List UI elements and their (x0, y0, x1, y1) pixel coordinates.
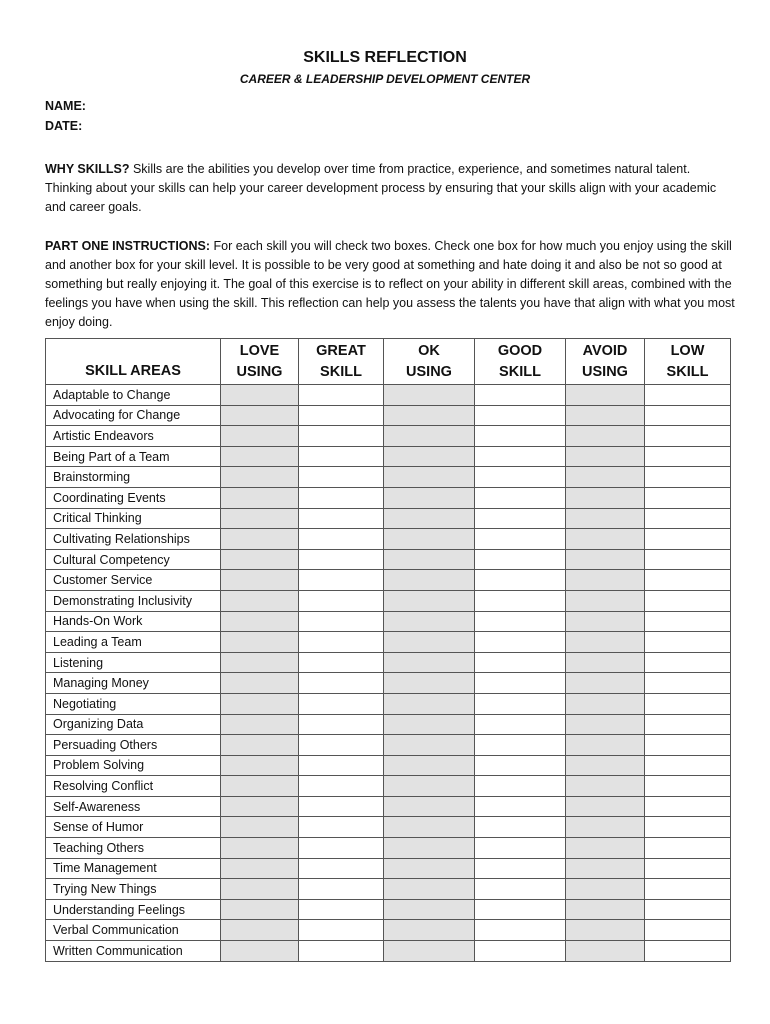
checkbox-cell-good-skill[interactable] (475, 611, 566, 632)
table-row (46, 549, 731, 570)
checkbox-cell-avoid-using[interactable] (566, 467, 645, 488)
checkbox-cell-love-using[interactable] (221, 467, 299, 488)
checkbox-cell-ok-using[interactable] (384, 529, 475, 550)
checkbox-cell-love-using[interactable] (221, 590, 299, 611)
skill-name-cell: Customer Service (46, 570, 221, 591)
checkbox-cell-great-skill[interactable] (299, 549, 384, 570)
table-header-row (46, 339, 731, 385)
table-row (46, 652, 731, 673)
checkbox-cell-great-skill[interactable] (299, 879, 384, 900)
skill-name-cell: Leading a Team (46, 632, 221, 653)
table-row (46, 858, 731, 879)
checkbox-cell-love-using[interactable] (221, 858, 299, 879)
table-row (46, 714, 731, 735)
checkbox-cell-great-skill[interactable] (299, 590, 384, 611)
checkbox-cell-low-skill[interactable] (645, 817, 731, 838)
checkbox-cell-love-using[interactable] (221, 549, 299, 570)
checkbox-cell-low-skill[interactable] (645, 549, 731, 570)
checkbox-cell-good-skill[interactable] (475, 405, 566, 426)
checkbox-cell-low-skill[interactable] (645, 385, 731, 406)
checkbox-cell-avoid-using[interactable] (566, 838, 645, 859)
skill-name-cell: Organizing Data (46, 714, 221, 735)
table-row (46, 529, 731, 550)
checkbox-cell-ok-using[interactable] (384, 755, 475, 776)
skill-name-cell: Negotiating (46, 693, 221, 714)
skill-name-cell: Advocating for Change (46, 405, 221, 426)
checkbox-cell-good-skill[interactable] (475, 755, 566, 776)
checkbox-cell-ok-using[interactable] (384, 446, 475, 467)
part-one-lead: PART ONE INSTRUCTIONS: (45, 239, 211, 253)
col-header-avoid-using: AVOID USING (566, 339, 645, 385)
checkbox-cell-great-skill[interactable] (299, 941, 384, 962)
table-row (46, 467, 731, 488)
checkbox-cell-love-using[interactable] (221, 673, 299, 694)
part-one-instructions (45, 237, 735, 332)
col-header-low-skill: LOW SKILL (645, 339, 731, 385)
skill-name-cell: Resolving Conflict (46, 776, 221, 797)
checkbox-cell-ok-using[interactable] (384, 920, 475, 941)
table-row (46, 590, 731, 611)
skill-name-cell: Persuading Others (46, 735, 221, 756)
skill-name-cell: Managing Money (46, 673, 221, 694)
checkbox-cell-good-skill[interactable] (475, 487, 566, 508)
checkbox-cell-low-skill[interactable] (645, 652, 731, 673)
checkbox-cell-good-skill[interactable] (475, 941, 566, 962)
skills-table (45, 338, 731, 962)
table-row (46, 796, 731, 817)
checkbox-cell-avoid-using[interactable] (566, 920, 645, 941)
checkbox-cell-great-skill[interactable] (299, 508, 384, 529)
checkbox-cell-love-using[interactable] (221, 652, 299, 673)
checkbox-cell-love-using[interactable] (221, 405, 299, 426)
checkbox-cell-great-skill[interactable] (299, 487, 384, 508)
checkbox-cell-avoid-using[interactable] (566, 632, 645, 653)
checkbox-cell-avoid-using[interactable] (566, 426, 645, 447)
checkbox-cell-good-skill[interactable] (475, 899, 566, 920)
skill-name-cell: Coordinating Events (46, 487, 221, 508)
skill-name-cell: Cultural Competency (46, 549, 221, 570)
checkbox-cell-love-using[interactable] (221, 570, 299, 591)
checkbox-cell-avoid-using[interactable] (566, 673, 645, 694)
checkbox-cell-good-skill[interactable] (475, 508, 566, 529)
checkbox-cell-ok-using[interactable] (384, 796, 475, 817)
checkbox-cell-ok-using[interactable] (384, 570, 475, 591)
table-row (46, 755, 731, 776)
table-row (46, 673, 731, 694)
table-row (46, 611, 731, 632)
checkbox-cell-avoid-using[interactable] (566, 652, 645, 673)
skill-name-cell: Being Part of a Team (46, 446, 221, 467)
checkbox-cell-low-skill[interactable] (645, 467, 731, 488)
checkbox-cell-love-using[interactable] (221, 899, 299, 920)
part-one-text: For each skill you will check two boxes. Check one box for how much you enjoy using the skill and another box for your skill level. It is possible to be very good at something and hate doing it and also be not so good at something but really enjoying it. The goal of this exercise is to reflect on your ability in different skill areas, combined with the feelings you have when using the skill. This reflection can help you assess the talents you have that align with what you most enjoy doing. (45, 239, 735, 329)
checkbox-cell-good-skill[interactable] (475, 673, 566, 694)
skill-name-cell: Listening (46, 652, 221, 673)
checkbox-cell-great-skill[interactable] (299, 776, 384, 797)
checkbox-cell-love-using[interactable] (221, 426, 299, 447)
name-label: NAME: (45, 99, 86, 113)
page-title: SKILLS REFLECTION (303, 49, 467, 66)
checkbox-cell-low-skill[interactable] (645, 941, 731, 962)
checkbox-cell-great-skill[interactable] (299, 426, 384, 447)
checkbox-cell-ok-using[interactable] (384, 858, 475, 879)
checkbox-cell-low-skill[interactable] (645, 508, 731, 529)
checkbox-cell-low-skill[interactable] (645, 714, 731, 735)
checkbox-cell-great-skill[interactable] (299, 529, 384, 550)
checkbox-cell-avoid-using[interactable] (566, 446, 645, 467)
checkbox-cell-great-skill[interactable] (299, 467, 384, 488)
col-header-love-using: LOVE USING (221, 339, 299, 385)
skill-name-cell: Hands-On Work (46, 611, 221, 632)
skill-name-cell: Written Communication (46, 941, 221, 962)
skill-name-cell: Problem Solving (46, 755, 221, 776)
checkbox-cell-good-skill[interactable] (475, 879, 566, 900)
checkbox-cell-avoid-using[interactable] (566, 879, 645, 900)
checkbox-cell-love-using[interactable] (221, 508, 299, 529)
checkbox-cell-love-using[interactable] (221, 487, 299, 508)
checkbox-cell-ok-using[interactable] (384, 652, 475, 673)
checkbox-cell-love-using[interactable] (221, 796, 299, 817)
col-header-good-skill: GOOD SKILL (475, 339, 566, 385)
checkbox-cell-good-skill[interactable] (475, 693, 566, 714)
checkbox-cell-avoid-using[interactable] (566, 508, 645, 529)
table-row (46, 920, 731, 941)
checkbox-cell-love-using[interactable] (221, 385, 299, 406)
checkbox-cell-low-skill[interactable] (645, 838, 731, 859)
date-label: DATE: (45, 119, 83, 133)
table-row (46, 941, 731, 962)
checkbox-cell-avoid-using[interactable] (566, 570, 645, 591)
checkbox-cell-avoid-using[interactable] (566, 611, 645, 632)
checkbox-cell-good-skill[interactable] (475, 446, 566, 467)
checkbox-cell-low-skill[interactable] (645, 405, 731, 426)
table-row (46, 632, 731, 653)
checkbox-cell-ok-using[interactable] (384, 632, 475, 653)
checkbox-cell-great-skill[interactable] (299, 611, 384, 632)
checkbox-cell-low-skill[interactable] (645, 899, 731, 920)
checkbox-cell-avoid-using[interactable] (566, 776, 645, 797)
checkbox-cell-good-skill[interactable] (475, 529, 566, 550)
skill-name-cell: Demonstrating Inclusivity (46, 590, 221, 611)
checkbox-cell-avoid-using[interactable] (566, 714, 645, 735)
table-row (46, 838, 731, 859)
checkbox-cell-low-skill[interactable] (645, 879, 731, 900)
checkbox-cell-great-skill[interactable] (299, 405, 384, 426)
checkbox-cell-great-skill[interactable] (299, 632, 384, 653)
checkbox-cell-avoid-using[interactable] (566, 487, 645, 508)
checkbox-cell-ok-using[interactable] (384, 549, 475, 570)
checkbox-cell-ok-using[interactable] (384, 487, 475, 508)
skill-name-cell: Sense of Humor (46, 817, 221, 838)
table-row (46, 879, 731, 900)
checkbox-cell-avoid-using[interactable] (566, 941, 645, 962)
checkbox-cell-love-using[interactable] (221, 529, 299, 550)
checkbox-cell-ok-using[interactable] (384, 899, 475, 920)
checkbox-cell-low-skill[interactable] (645, 673, 731, 694)
checkbox-cell-love-using[interactable] (221, 755, 299, 776)
checkbox-cell-love-using[interactable] (221, 632, 299, 653)
table-row (46, 693, 731, 714)
checkbox-cell-ok-using[interactable] (384, 508, 475, 529)
checkbox-cell-ok-using[interactable] (384, 941, 475, 962)
checkbox-cell-good-skill[interactable] (475, 652, 566, 673)
checkbox-cell-good-skill[interactable] (475, 735, 566, 756)
table-row (46, 487, 731, 508)
checkbox-cell-good-skill[interactable] (475, 858, 566, 879)
skill-name-cell: Verbal Communication (46, 920, 221, 941)
checkbox-cell-ok-using[interactable] (384, 405, 475, 426)
checkbox-cell-great-skill[interactable] (299, 446, 384, 467)
table-row (46, 776, 731, 797)
checkbox-cell-low-skill[interactable] (645, 446, 731, 467)
table-row (46, 446, 731, 467)
checkbox-cell-love-using[interactable] (221, 920, 299, 941)
checkbox-cell-avoid-using[interactable] (566, 405, 645, 426)
checkbox-cell-love-using[interactable] (221, 446, 299, 467)
checkbox-cell-avoid-using[interactable] (566, 693, 645, 714)
checkbox-cell-low-skill[interactable] (645, 796, 731, 817)
why-skills-text: Skills are the abilities you develop over time from practice, experience, and sometimes natural talent. Thinking about your skills can help your career development process by ensuring that your skills align with your academic and career goals. (45, 162, 717, 214)
checkbox-cell-good-skill[interactable] (475, 426, 566, 447)
checkbox-cell-love-using[interactable] (221, 879, 299, 900)
why-skills-lead: WHY SKILLS? (45, 162, 130, 176)
checkbox-cell-great-skill[interactable] (299, 735, 384, 756)
table-row (46, 385, 731, 406)
checkbox-cell-avoid-using[interactable] (566, 817, 645, 838)
table-row (46, 899, 731, 920)
skill-areas-header: SKILL AREAS (46, 339, 221, 385)
checkbox-cell-great-skill[interactable] (299, 714, 384, 735)
checkbox-cell-avoid-using[interactable] (566, 549, 645, 570)
col-header-great-skill: GREAT SKILL (299, 339, 384, 385)
checkbox-cell-avoid-using[interactable] (566, 755, 645, 776)
table-row (46, 405, 731, 426)
checkbox-cell-avoid-using[interactable] (566, 858, 645, 879)
checkbox-cell-ok-using[interactable] (384, 611, 475, 632)
checkbox-cell-low-skill[interactable] (645, 632, 731, 653)
checkbox-cell-good-skill[interactable] (475, 796, 566, 817)
checkbox-cell-good-skill[interactable] (475, 776, 566, 797)
checkbox-cell-great-skill[interactable] (299, 570, 384, 591)
table-row (46, 426, 731, 447)
page-subtitle: CAREER & LEADERSHIP DEVELOPMENT CENTER (239, 72, 531, 86)
checkbox-cell-low-skill[interactable] (645, 529, 731, 550)
checkbox-cell-great-skill[interactable] (299, 920, 384, 941)
checkbox-cell-low-skill[interactable] (645, 735, 731, 756)
checkbox-cell-good-skill[interactable] (475, 570, 566, 591)
checkbox-cell-good-skill[interactable] (475, 632, 566, 653)
checkbox-cell-low-skill[interactable] (645, 611, 731, 632)
checkbox-cell-great-skill[interactable] (299, 838, 384, 859)
checkbox-cell-low-skill[interactable] (645, 693, 731, 714)
checkbox-cell-low-skill[interactable] (645, 570, 731, 591)
skill-name-cell: Teaching Others (46, 838, 221, 859)
checkbox-cell-ok-using[interactable] (384, 467, 475, 488)
checkbox-cell-great-skill[interactable] (299, 385, 384, 406)
checkbox-cell-low-skill[interactable] (645, 920, 731, 941)
why-skills-paragraph (45, 160, 735, 217)
checkbox-cell-love-using[interactable] (221, 776, 299, 797)
checkbox-cell-low-skill[interactable] (645, 487, 731, 508)
checkbox-cell-ok-using[interactable] (384, 838, 475, 859)
checkbox-cell-avoid-using[interactable] (566, 899, 645, 920)
checkbox-cell-good-skill[interactable] (475, 590, 566, 611)
table-row (46, 817, 731, 838)
checkbox-cell-great-skill[interactable] (299, 858, 384, 879)
skill-name-cell: Critical Thinking (46, 508, 221, 529)
checkbox-cell-great-skill[interactable] (299, 796, 384, 817)
checkbox-cell-low-skill[interactable] (645, 426, 731, 447)
checkbox-cell-good-skill[interactable] (475, 385, 566, 406)
checkbox-cell-avoid-using[interactable] (566, 590, 645, 611)
checkbox-cell-great-skill[interactable] (299, 693, 384, 714)
checkbox-cell-ok-using[interactable] (384, 776, 475, 797)
skill-name-cell: Artistic Endeavors (46, 426, 221, 447)
checkbox-cell-ok-using[interactable] (384, 735, 475, 756)
checkbox-cell-low-skill[interactable] (645, 590, 731, 611)
skill-name-cell: Time Management (46, 858, 221, 879)
checkbox-cell-low-skill[interactable] (645, 755, 731, 776)
skill-name-cell: Adaptable to Change (46, 385, 221, 406)
table-row (46, 570, 731, 591)
skill-name-cell: Cultivating Relationships (46, 529, 221, 550)
checkbox-cell-great-skill[interactable] (299, 817, 384, 838)
checkbox-cell-good-skill[interactable] (475, 817, 566, 838)
checkbox-cell-love-using[interactable] (221, 817, 299, 838)
skill-name-cell: Trying New Things (46, 879, 221, 900)
checkbox-cell-ok-using[interactable] (384, 590, 475, 611)
checkbox-cell-great-skill[interactable] (299, 755, 384, 776)
checkbox-cell-love-using[interactable] (221, 611, 299, 632)
checkbox-cell-low-skill[interactable] (645, 776, 731, 797)
checkbox-cell-love-using[interactable] (221, 838, 299, 859)
checkbox-cell-love-using[interactable] (221, 693, 299, 714)
checkbox-cell-love-using[interactable] (221, 735, 299, 756)
checkbox-cell-avoid-using[interactable] (566, 529, 645, 550)
checkbox-cell-great-skill[interactable] (299, 652, 384, 673)
checkbox-cell-avoid-using[interactable] (566, 385, 645, 406)
table-row (46, 508, 731, 529)
skill-name-cell: Brainstorming (46, 467, 221, 488)
checkbox-cell-ok-using[interactable] (384, 385, 475, 406)
checkbox-cell-avoid-using[interactable] (566, 735, 645, 756)
checkbox-cell-love-using[interactable] (221, 941, 299, 962)
checkbox-cell-ok-using[interactable] (384, 693, 475, 714)
checkbox-cell-low-skill[interactable] (645, 858, 731, 879)
checkbox-cell-good-skill[interactable] (475, 920, 566, 941)
col-header-ok-using: OK USING (384, 339, 475, 385)
checkbox-cell-love-using[interactable] (221, 714, 299, 735)
checkbox-cell-avoid-using[interactable] (566, 796, 645, 817)
checkbox-cell-ok-using[interactable] (384, 879, 475, 900)
checkbox-cell-good-skill[interactable] (475, 838, 566, 859)
skill-name-cell: Understanding Feelings (46, 899, 221, 920)
skill-name-cell: Self-Awareness (46, 796, 221, 817)
checkbox-cell-good-skill[interactable] (475, 467, 566, 488)
checkbox-cell-good-skill[interactable] (475, 714, 566, 735)
checkbox-cell-great-skill[interactable] (299, 899, 384, 920)
checkbox-cell-good-skill[interactable] (475, 549, 566, 570)
checkbox-cell-ok-using[interactable] (384, 673, 475, 694)
checkbox-cell-ok-using[interactable] (384, 426, 475, 447)
checkbox-cell-ok-using[interactable] (384, 817, 475, 838)
checkbox-cell-great-skill[interactable] (299, 673, 384, 694)
table-row (46, 735, 731, 756)
checkbox-cell-ok-using[interactable] (384, 714, 475, 735)
